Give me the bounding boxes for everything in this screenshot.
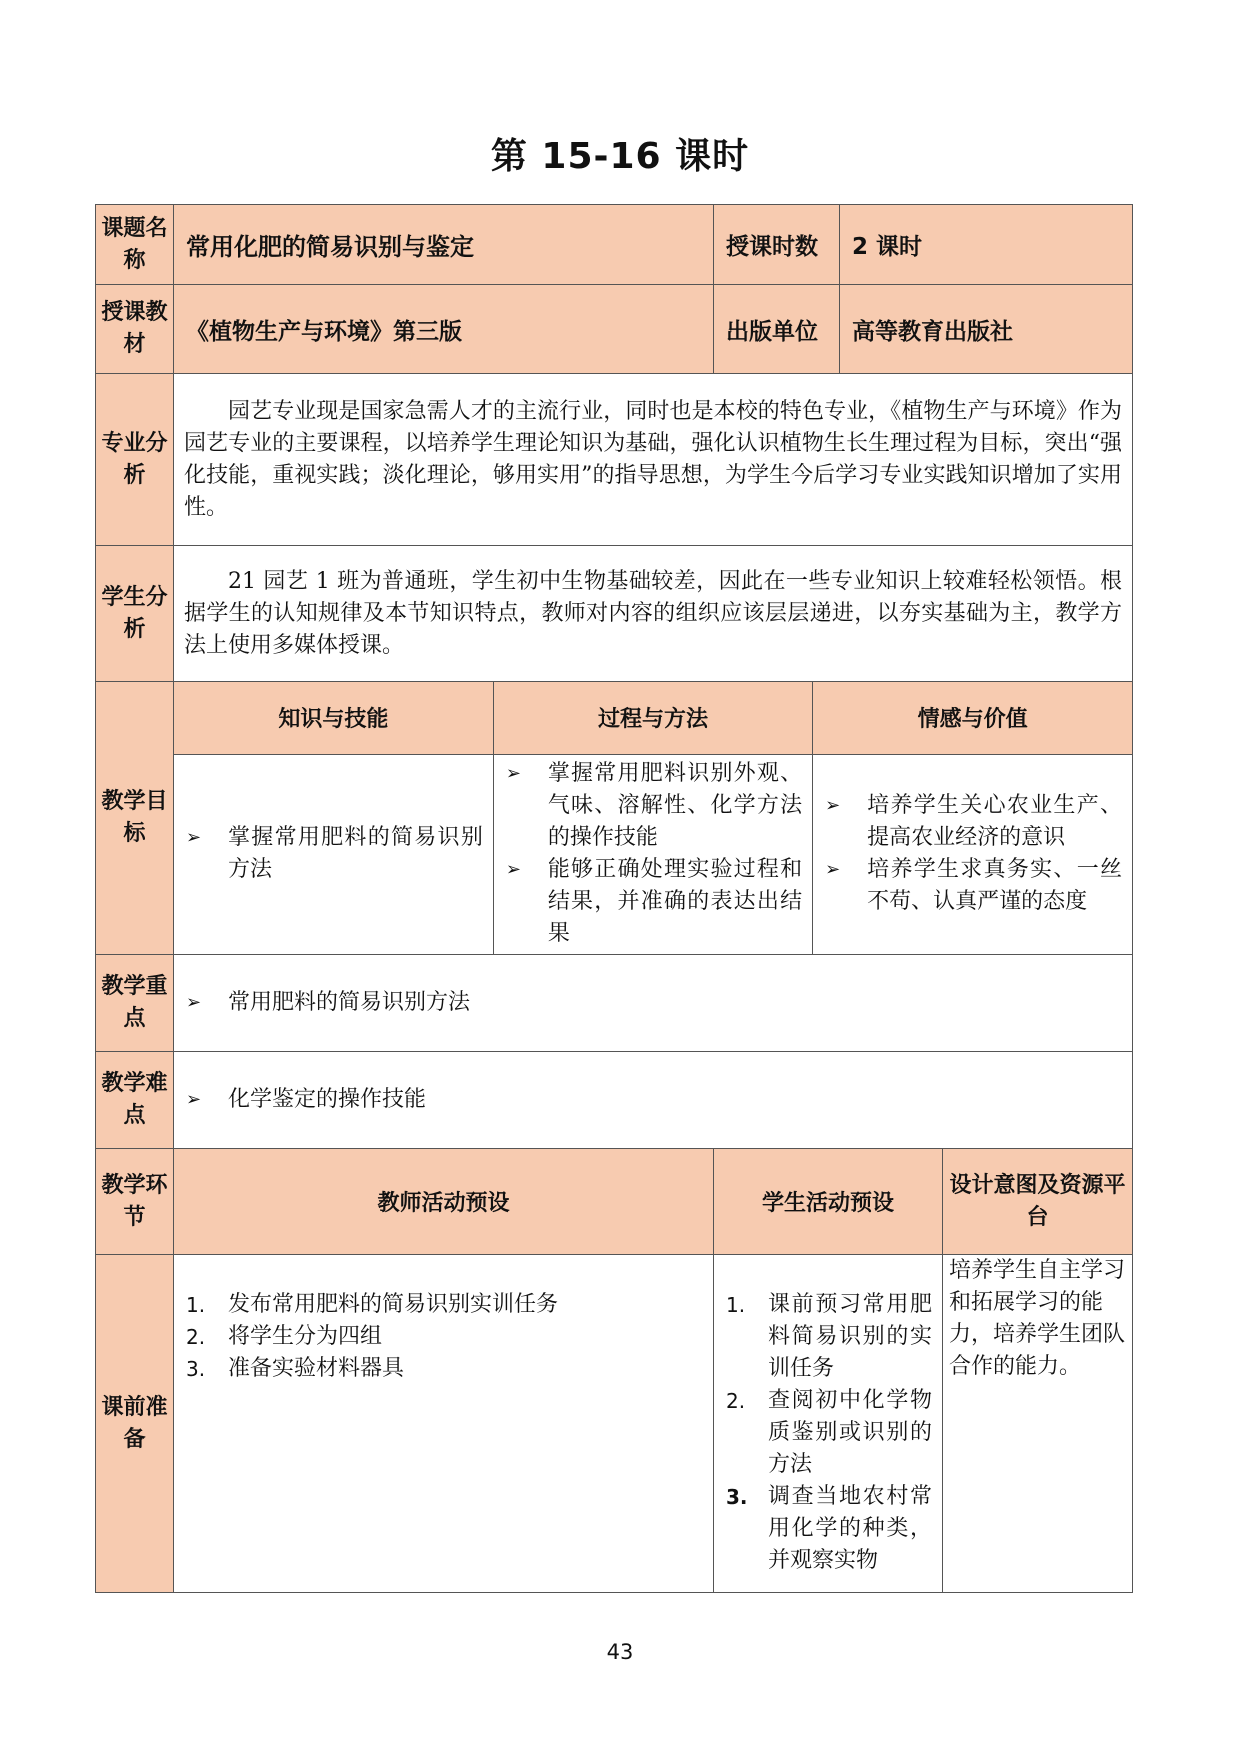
objectives-label: 教学目标: [96, 682, 174, 955]
difficulty-label: 教学难点: [96, 1052, 174, 1149]
list-item: ➢ 培养学生关心农业生产、提高农业经济的意识: [825, 790, 1122, 854]
student-activity-header: 学生活动预设: [714, 1149, 943, 1255]
student-analysis-text: [174, 546, 1133, 682]
list-item: ➢ 掌握常用肥料识别外观、气味、溶解性、化学方法的操作技能: [506, 758, 802, 854]
list-item: ➢ 常用肥料的简易识别方法: [186, 987, 1122, 1019]
objectives-process-cell: [493, 754, 812, 954]
teacher-activity-header: 教师活动预设: [174, 1149, 714, 1255]
objectives-knowledge-cell: [174, 754, 493, 954]
list-item: ➢ 化学鉴定的操作技能: [186, 1084, 1122, 1116]
page-title: 第 15-16 课时: [490, 136, 750, 177]
design-intent-header: 设计意图及资源平台: [943, 1149, 1133, 1255]
arrow-bullet-icon: ➢: [825, 859, 841, 881]
list-item: 3. 调查当地农村常用化学的种类，并观察实物: [726, 1484, 932, 1573]
key-point-label: 教学重点: [96, 955, 174, 1052]
preparation-label: 课前准备: [96, 1255, 174, 1593]
arrow-bullet-icon: ➢: [186, 1089, 202, 1110]
publisher-value: 高等教育出版社: [840, 285, 1133, 374]
arrow-bullet-icon: ➢: [505, 763, 521, 785]
key-point-cell: [174, 955, 1133, 1052]
list-item: ➢ 能够正确处理实验过程和结果，并准确的表达出结果: [506, 854, 802, 950]
arrow-bullet-icon: ➢: [186, 827, 202, 849]
objectives-cell: [174, 682, 1133, 955]
page-number: 43: [606, 1640, 634, 1664]
arrow-bullet-icon: ➢: [825, 795, 841, 817]
major-analysis-text: [174, 374, 1133, 546]
student-activity-cell: [714, 1255, 943, 1593]
course-title-value: 常用化肥的简易识别与鉴定: [174, 205, 714, 285]
list-item: 1. 课前预习常用肥料简易识别的实训任务: [726, 1292, 932, 1381]
difficulty-cell: [174, 1052, 1133, 1149]
objectives-emotion-cell: [813, 754, 1132, 954]
objectives-table: [174, 682, 1132, 954]
list-item: 2. 查阅初中化学物质鉴别或识别的方法: [726, 1388, 932, 1477]
objectives-header-knowledge: 知识与技能: [174, 682, 493, 754]
course-title-label: 课题名称: [96, 205, 174, 285]
list-item: 2. 将学生分为四组: [186, 1324, 383, 1349]
phase-label: 教学环节: [96, 1149, 174, 1255]
list-item: 3. 准备实验材料器具: [186, 1356, 405, 1381]
list-item: ➢ 培养学生求真务实、一丝不苟、认真严谨的态度: [825, 854, 1122, 918]
student-analysis-label: 学生分析: [96, 546, 174, 682]
student-analysis-paragraph: 21 园艺 1 班为普通班，学生初中生物基础较差，因此在一些专业知识上较难轻松领悟。根据学生的认知规律及本节知识特点，教师对内容的组织应该层层递进，以夯实基础为主，教学方法上使用多媒体授课。: [184, 568, 1123, 658]
class-hours-value: 2 课时: [840, 205, 1133, 285]
list-item: ➢ 掌握常用肥料的简易识别方法: [186, 822, 483, 886]
teacher-activity-cell: [174, 1255, 714, 1593]
list-item: 1. 发布常用肥料的简易识别实训任务: [186, 1292, 559, 1317]
arrow-bullet-icon: ➢: [186, 992, 202, 1013]
major-analysis-paragraph: 园艺专业现是国家急需人才的主流行业，同时也是本校的特色专业，《植物生产与环境》作为园艺专业的主要课程，以培养学生理论知识为基础，强化认识植物生长生理过程为目标，突出“强化技能，重视实践；淡化理论，够用实用”的指导思想，为学生今后学习专业实践知识增加了实用性。: [184, 398, 1123, 520]
class-hours-label: 授课时数: [714, 205, 840, 285]
publisher-label: 出版单位: [714, 285, 840, 374]
textbook-label: 授课教材: [96, 285, 174, 374]
design-intent-cell: 培养学生自主学习和拓展学习的能力，培养学生团队合作的能力。: [943, 1255, 1133, 1593]
lesson-plan-table: [95, 204, 1133, 1593]
objectives-header-emotion: 情感与价值: [813, 682, 1132, 754]
textbook-value: 《植物生产与环境》第三版: [174, 285, 714, 374]
arrow-bullet-icon: ➢: [505, 859, 521, 881]
major-analysis-label: 专业分析: [96, 374, 174, 546]
objectives-header-process: 过程与方法: [493, 682, 812, 754]
